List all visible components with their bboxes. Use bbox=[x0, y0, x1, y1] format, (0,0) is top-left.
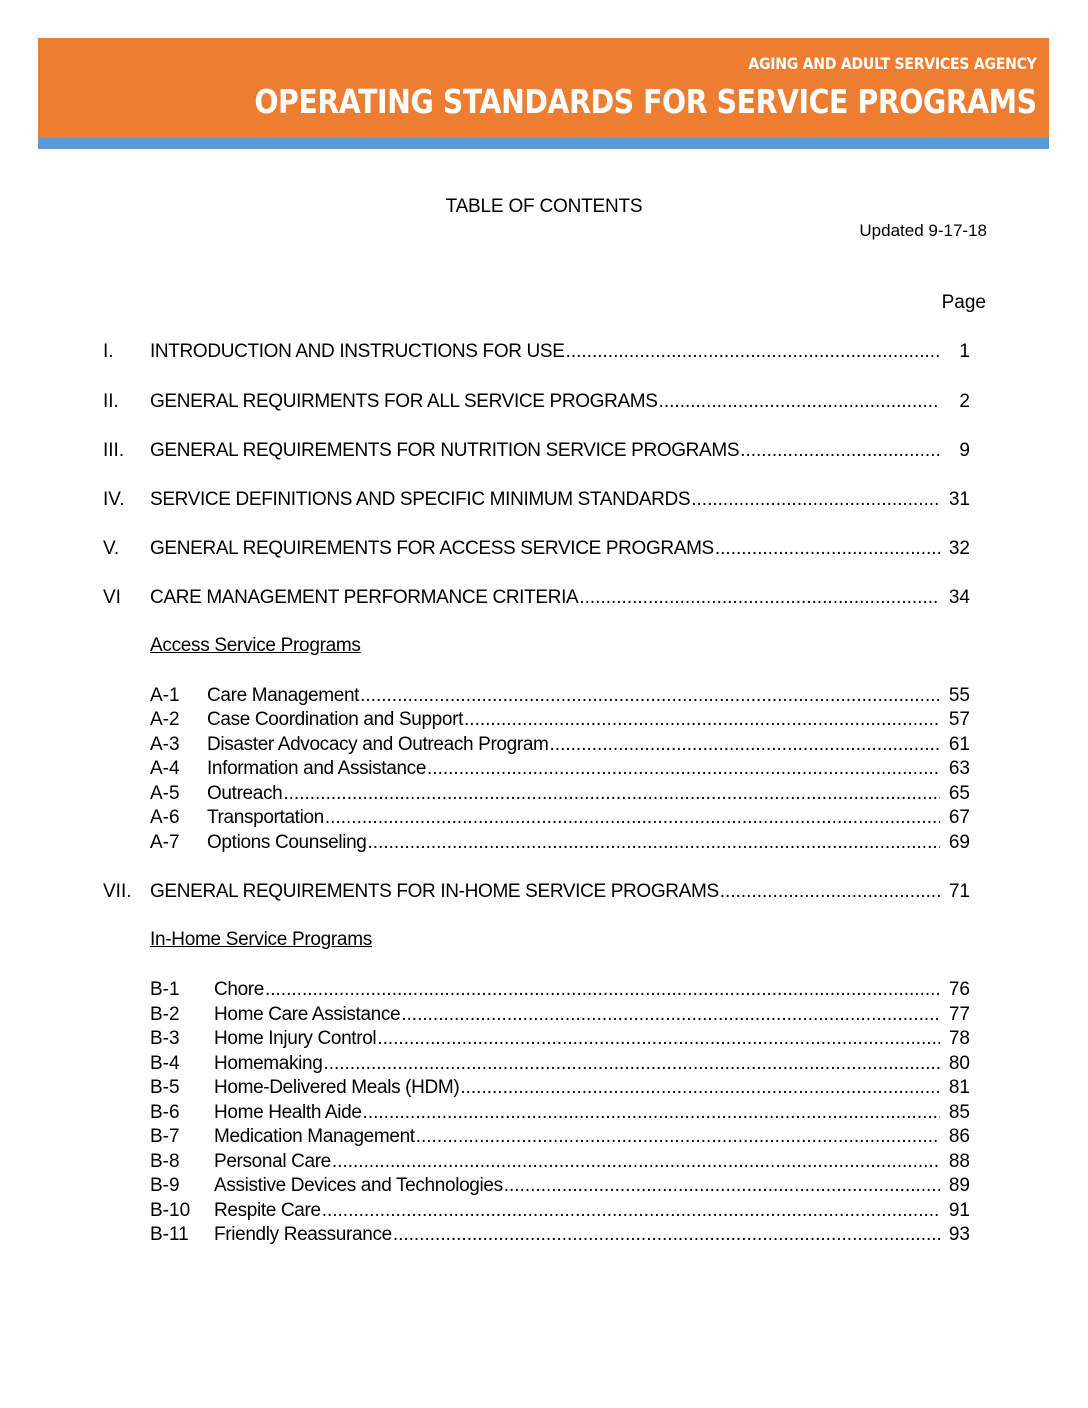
program-title: Friendly Reassurance bbox=[214, 1224, 392, 1245]
section-title: GENERAL REQUIREMENTS FOR IN-HOME SERVICE PROGRAMS bbox=[150, 881, 719, 902]
program-title: Home Health Aide bbox=[214, 1102, 362, 1123]
section-title: GENERAL REQUIRMENTS FOR ALL SERVICE PROGRAMS bbox=[150, 391, 658, 412]
section-number: VI bbox=[103, 587, 121, 608]
document-title: OPERATING STANDARDS FOR SERVICE PROGRAMS bbox=[254, 82, 1037, 121]
program-title: Chore bbox=[214, 979, 264, 1000]
dot-leader bbox=[427, 757, 940, 781]
program-title: Home Care Assistance bbox=[214, 1004, 401, 1025]
program-page: 85 bbox=[948, 1102, 970, 1123]
dot-leader bbox=[740, 439, 940, 463]
dot-leader bbox=[416, 1125, 940, 1149]
program-title: Home-Delivered Meals (HDM) bbox=[214, 1077, 460, 1098]
section-page: 71 bbox=[948, 881, 970, 902]
program-page: 89 bbox=[948, 1175, 970, 1196]
program-title: Medication Management bbox=[214, 1126, 415, 1147]
header-accent-stripe bbox=[38, 138, 1049, 149]
program-code: B-9 bbox=[150, 1175, 180, 1196]
program-code: B-7 bbox=[150, 1126, 180, 1147]
program-page: 61 bbox=[948, 734, 970, 755]
program-code: A-1 bbox=[150, 685, 180, 706]
dot-leader bbox=[283, 782, 940, 806]
section-number: II. bbox=[103, 391, 119, 412]
section-page: 32 bbox=[948, 538, 970, 559]
header-banner bbox=[38, 38, 1049, 138]
program-page: 86 bbox=[948, 1126, 970, 1147]
page-column-label: Page bbox=[941, 292, 986, 313]
program-code: B-4 bbox=[150, 1053, 180, 1074]
program-page: 55 bbox=[948, 685, 970, 706]
program-title: Transportation bbox=[207, 807, 324, 828]
section-page: 1 bbox=[959, 341, 970, 362]
dot-leader bbox=[715, 537, 940, 561]
program-title: Disaster Advocacy and Outreach Program bbox=[207, 734, 549, 755]
section-page: 2 bbox=[959, 391, 970, 412]
dot-leader bbox=[332, 1150, 940, 1174]
dot-leader bbox=[377, 1027, 940, 1051]
section-page: 34 bbox=[948, 587, 970, 608]
program-code: B-5 bbox=[150, 1077, 180, 1098]
dot-leader bbox=[363, 1101, 940, 1125]
program-code: B-11 bbox=[150, 1224, 189, 1245]
section-title: CARE MANAGEMENT PERFORMANCE CRITERIA bbox=[150, 587, 579, 608]
dot-leader bbox=[401, 1003, 940, 1027]
dot-leader bbox=[579, 586, 940, 610]
dot-leader bbox=[659, 390, 940, 414]
access-programs-heading: Access Service Programs bbox=[150, 635, 361, 656]
program-page: 76 bbox=[948, 979, 970, 1000]
section-title: GENERAL REQUIREMENTS FOR ACCESS SERVICE PROGRAMS bbox=[150, 538, 714, 559]
dot-leader bbox=[504, 1174, 940, 1198]
program-code: A-5 bbox=[150, 783, 180, 804]
program-title: Options Counseling bbox=[207, 832, 367, 853]
program-title: Outreach bbox=[207, 783, 283, 804]
program-title: Assistive Devices and Technologies bbox=[214, 1175, 503, 1196]
program-code: B-6 bbox=[150, 1102, 180, 1123]
dot-leader bbox=[393, 1223, 940, 1247]
dot-leader bbox=[720, 880, 940, 904]
dot-leader bbox=[265, 978, 940, 1002]
section-title: INTRODUCTION AND INSTRUCTIONS FOR USE bbox=[150, 341, 565, 362]
section-page: 31 bbox=[948, 489, 970, 510]
program-page: 77 bbox=[948, 1004, 970, 1025]
inhome-programs-heading: In-Home Service Programs bbox=[150, 929, 372, 950]
program-page: 63 bbox=[948, 758, 970, 779]
program-code: A-2 bbox=[150, 709, 180, 730]
program-page: 91 bbox=[948, 1200, 970, 1221]
program-page: 78 bbox=[948, 1028, 970, 1049]
program-page: 81 bbox=[948, 1077, 970, 1098]
section-number: V. bbox=[103, 538, 120, 559]
dot-leader bbox=[691, 488, 940, 512]
section-number: IV. bbox=[103, 489, 125, 510]
program-title: Case Coordination and Support bbox=[207, 709, 464, 730]
program-code: A-6 bbox=[150, 807, 180, 828]
dot-leader bbox=[322, 1199, 940, 1223]
dot-leader bbox=[550, 733, 940, 757]
dot-leader bbox=[323, 1052, 940, 1076]
program-title: Information and Assistance bbox=[207, 758, 427, 779]
program-page: 69 bbox=[948, 832, 970, 853]
section-title: SERVICE DEFINITIONS AND SPECIFIC MINIMUM STANDARDS bbox=[150, 489, 691, 510]
program-page: 57 bbox=[948, 709, 970, 730]
dot-leader bbox=[464, 708, 940, 732]
dot-leader bbox=[360, 684, 940, 708]
section-page: 9 bbox=[959, 440, 970, 461]
program-code: B-1 bbox=[150, 979, 180, 1000]
program-title: Home Injury Control bbox=[214, 1028, 377, 1049]
agency-name: AGING AND ADULT SERVICES AGENCY bbox=[748, 54, 1037, 73]
program-page: 93 bbox=[948, 1224, 970, 1245]
program-title: Respite Care bbox=[214, 1200, 321, 1221]
program-page: 65 bbox=[948, 783, 970, 804]
section-number: III. bbox=[103, 440, 125, 461]
program-code: A-3 bbox=[150, 734, 180, 755]
program-title: Personal Care bbox=[214, 1151, 331, 1172]
program-code: B-10 bbox=[150, 1200, 191, 1221]
program-code: A-4 bbox=[150, 758, 180, 779]
program-page: 88 bbox=[948, 1151, 970, 1172]
program-code: A-7 bbox=[150, 832, 180, 853]
toc-heading: TABLE OF CONTENTS bbox=[445, 196, 643, 217]
section-number: I. bbox=[103, 341, 114, 362]
section-number: VII. bbox=[103, 881, 132, 902]
dot-leader bbox=[325, 806, 940, 830]
program-code: B-8 bbox=[150, 1151, 180, 1172]
program-code: B-2 bbox=[150, 1004, 180, 1025]
program-page: 67 bbox=[948, 807, 970, 828]
section-title: GENERAL REQUIREMENTS FOR NUTRITION SERVICE PROGRAMS bbox=[150, 440, 740, 461]
program-code: B-3 bbox=[150, 1028, 180, 1049]
dot-leader bbox=[566, 340, 940, 364]
program-title: Homemaking bbox=[214, 1053, 323, 1074]
updated-date: Updated 9-17-18 bbox=[859, 221, 987, 240]
dot-leader bbox=[460, 1076, 940, 1100]
program-title: Care Management bbox=[207, 685, 360, 706]
dot-leader bbox=[368, 831, 940, 855]
program-page: 80 bbox=[948, 1053, 970, 1074]
